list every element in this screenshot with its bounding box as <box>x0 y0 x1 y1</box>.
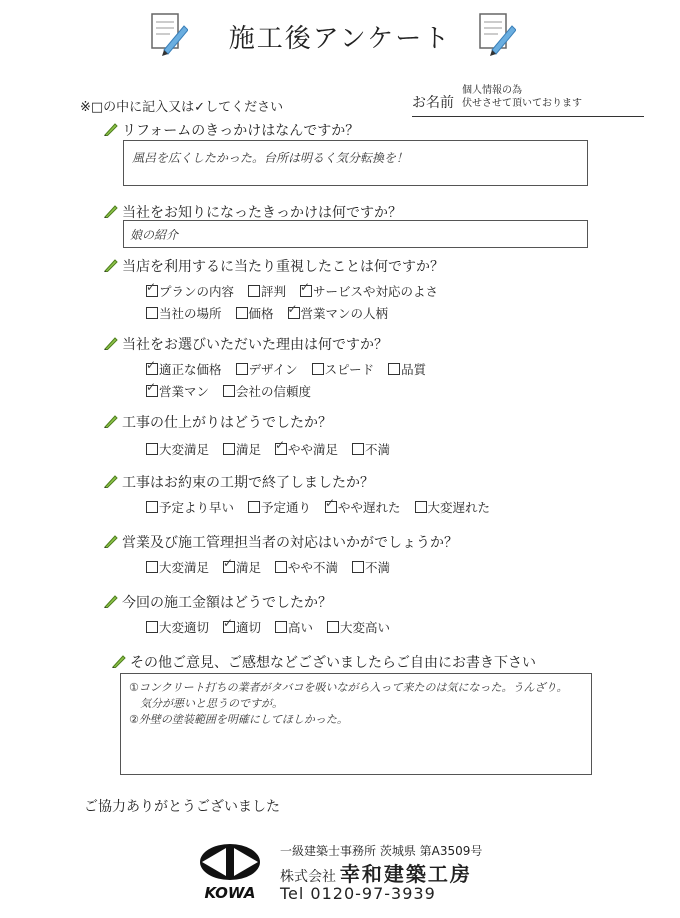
thanks-message: ご協力ありがとうございました <box>84 799 280 815</box>
checkbox[interactable] <box>327 621 339 633</box>
registration: 一級建築士事務所 茨城県 第A3509号 <box>280 844 483 858</box>
option-label: デザイン <box>248 362 298 377</box>
checkbox-checked[interactable] <box>325 501 337 513</box>
option-label: 会社の信頼度 <box>236 384 312 399</box>
option[interactable] <box>146 304 222 322</box>
option-label: 予定通り <box>261 500 312 515</box>
option[interactable] <box>352 440 390 458</box>
option[interactable] <box>275 558 338 576</box>
option-label: 不満 <box>365 560 391 575</box>
option-label: 価格 <box>248 306 274 321</box>
option[interactable] <box>327 618 390 636</box>
question-text: リフォームのきっかけはなんですか？ <box>122 123 360 139</box>
option[interactable] <box>236 360 298 378</box>
option-label: 満足 <box>236 442 262 457</box>
checkbox[interactable] <box>352 443 364 455</box>
checkbox[interactable] <box>146 621 158 633</box>
checkbox[interactable] <box>415 501 427 513</box>
question-text: 当社をお選びいただいた理由は何ですか？ <box>122 337 388 353</box>
option-label: 適正な価格 <box>159 362 222 377</box>
checkbox[interactable] <box>388 363 400 375</box>
option[interactable] <box>146 360 222 378</box>
option[interactable] <box>223 382 311 400</box>
pencil-icon <box>104 474 118 492</box>
option-label: 不満 <box>365 442 391 457</box>
options-row <box>146 618 400 636</box>
name-note <box>462 84 582 110</box>
comment-line: ①コンクリート打ちの業者がタバコを吸いながら入って来たのは気になった。うんざり。 <box>129 681 568 694</box>
name-note-line: 伏せさせて頂いております <box>462 98 582 109</box>
comment-line: ②外壁の塗装範囲を明確にしてほしかった。 <box>129 713 348 726</box>
option[interactable] <box>415 498 491 516</box>
option[interactable] <box>146 440 209 458</box>
options-row <box>146 440 400 458</box>
option-label: プランの内容 <box>159 284 235 299</box>
option[interactable] <box>300 282 438 300</box>
option-label: やや不満 <box>288 560 339 575</box>
option[interactable] <box>236 304 274 322</box>
instruction: ※□の中に記入又は✓してください <box>80 100 284 115</box>
option-label: 満足 <box>236 560 262 575</box>
option-label: 予定より早い <box>159 500 235 515</box>
question-5 <box>104 412 332 432</box>
option-label: 営業マンの人柄 <box>300 306 389 321</box>
option[interactable] <box>146 498 234 516</box>
option[interactable] <box>288 304 389 322</box>
question-6 <box>104 472 374 492</box>
pencil-icon <box>104 594 118 612</box>
checkbox-checked[interactable] <box>288 307 300 319</box>
question-3 <box>104 256 444 276</box>
question-text: 営業及び施工管理担当者の対応はいかがでしょうか？ <box>122 535 458 551</box>
options-row <box>146 360 436 378</box>
question-text: 工事の仕上がりはどうでしたか？ <box>122 415 332 431</box>
question-9 <box>112 652 536 672</box>
option-label: 品質 <box>401 362 427 377</box>
option[interactable] <box>248 282 286 300</box>
option[interactable] <box>352 558 390 576</box>
option[interactable] <box>248 498 311 516</box>
checkbox-checked[interactable] <box>223 621 235 633</box>
option[interactable] <box>146 282 234 300</box>
checkbox-checked[interactable] <box>146 363 158 375</box>
option[interactable] <box>146 618 209 636</box>
option[interactable] <box>312 360 375 378</box>
checkbox[interactable] <box>223 443 235 455</box>
name-label: お名前 <box>412 95 454 111</box>
answer-box-1[interactable] <box>123 140 588 186</box>
answer-text: 風呂を広くしたかった。台所は明るく気分転換を！ <box>132 151 409 165</box>
option-label: 営業マン <box>159 384 210 399</box>
option[interactable] <box>388 360 426 378</box>
answer-box-comments[interactable] <box>120 673 592 775</box>
checkbox[interactable] <box>248 285 260 297</box>
answer-text: 娘の紹介 <box>130 228 179 242</box>
options-row <box>146 282 448 300</box>
phone-number: Tel 0120-97-3939 <box>280 884 436 903</box>
option-label: 適切 <box>236 620 262 635</box>
checkbox[interactable] <box>275 561 287 573</box>
comment-line: 気分が悪いと思うのですが。 <box>129 697 283 710</box>
checkbox-checked[interactable] <box>223 561 235 573</box>
option-label: 大変満足 <box>159 560 210 575</box>
question-4 <box>104 334 388 354</box>
options-row <box>146 382 321 400</box>
option[interactable] <box>146 382 209 400</box>
company-name: 幸和建築工房 <box>339 862 472 886</box>
pencil-icon <box>112 654 126 672</box>
checkbox[interactable] <box>236 307 248 319</box>
pencil-icon <box>104 258 118 276</box>
option[interactable] <box>223 558 261 576</box>
checkbox[interactable] <box>312 363 324 375</box>
option-label: 大変適切 <box>159 620 210 635</box>
question-text: 今回の施工金額はどうでしたか？ <box>122 595 332 611</box>
options-row <box>146 558 400 576</box>
pencil-icon <box>104 122 118 140</box>
option[interactable] <box>223 618 261 636</box>
pencil-icon <box>104 534 118 552</box>
kowa-logo <box>192 840 268 904</box>
checkbox[interactable] <box>223 385 235 397</box>
checkbox[interactable] <box>248 501 260 513</box>
company <box>280 858 472 887</box>
checkbox-checked[interactable] <box>146 285 158 297</box>
page-title: 施工後アンケート <box>228 24 452 54</box>
checkbox[interactable] <box>146 561 158 573</box>
checkbox[interactable] <box>236 363 248 375</box>
option-label: スピード <box>324 362 375 377</box>
checkbox-checked[interactable] <box>146 385 158 397</box>
document-pencil-icon <box>478 12 516 56</box>
question-7 <box>104 532 458 552</box>
comment-text <box>121 674 591 734</box>
question-2 <box>104 202 402 222</box>
option-label: 大変満足 <box>159 442 210 457</box>
pencil-icon <box>104 336 118 354</box>
name-note-line: 個人情報の為 <box>462 85 522 96</box>
option-label: やや満足 <box>288 442 339 457</box>
question-text: 当社をお知りになったきっかけは何ですか？ <box>122 205 402 221</box>
question-text: 工事はお約束の工期で終了しましたか？ <box>122 475 374 491</box>
question-text: その他ご意見、ご感想などございましたらご自由にお書き下さい <box>130 655 536 671</box>
option-label: 大変遅れた <box>427 500 491 515</box>
checkbox[interactable] <box>146 501 158 513</box>
option[interactable] <box>223 440 261 458</box>
option-label: 評判 <box>261 284 287 299</box>
option-label: 大変高い <box>340 620 391 635</box>
question-1 <box>104 120 359 140</box>
option-label: 高い <box>288 620 314 635</box>
answer-box-2[interactable] <box>123 220 588 248</box>
checkbox[interactable] <box>352 561 364 573</box>
option[interactable] <box>146 558 209 576</box>
option[interactable] <box>275 440 338 458</box>
company-prefix: 株式会社 <box>280 869 336 885</box>
option[interactable] <box>325 498 401 516</box>
question-text: 当店を利用するに当たり重視したことは何ですか？ <box>122 259 444 275</box>
checkbox[interactable] <box>275 621 287 633</box>
options-row <box>146 304 398 322</box>
checkbox-checked[interactable] <box>275 443 287 455</box>
option[interactable] <box>275 618 313 636</box>
pencil-icon <box>104 204 118 222</box>
option-label: 当社の場所 <box>159 306 222 321</box>
logo-text: KOWA <box>204 884 256 902</box>
pencil-icon <box>104 414 118 432</box>
checkbox[interactable] <box>146 443 158 455</box>
options-row <box>146 498 500 516</box>
option-label: やや遅れた <box>338 500 401 515</box>
checkbox[interactable] <box>146 307 158 319</box>
checkbox-checked[interactable] <box>300 285 312 297</box>
question-8 <box>104 592 332 612</box>
option-label: サービスや対応のよさ <box>313 284 439 299</box>
